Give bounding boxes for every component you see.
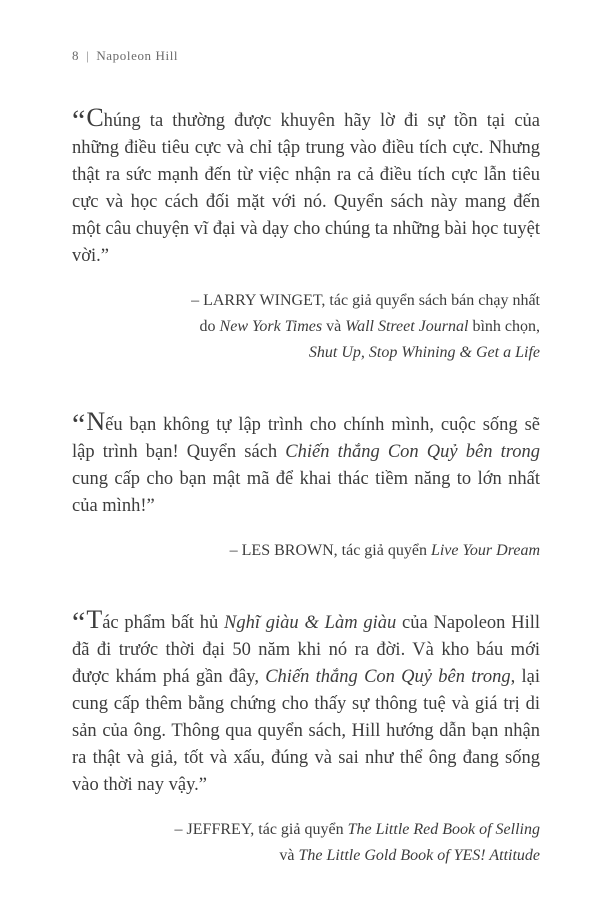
attribution-segment: và — [322, 318, 346, 335]
quote-attribution — [72, 817, 540, 869]
attribution-line — [72, 538, 540, 564]
quote-segment: , lại cung cấp thêm bằng chứng cho thấy sự thông tuệ và giá trị di sản của ông. Thông qua quyển sách, Hill hướng dẫn bạn nhận ra thật và giả, tốt và xấu, đúng và sai như thể ông đang sống vào thời nay vậy.” — [72, 667, 540, 795]
testimonial-quote-3 — [72, 605, 540, 869]
running-book-title: Napoleon Hill — [96, 48, 179, 63]
attribution-line — [72, 288, 540, 314]
attribution-segment: – LARRY WINGET, tác giả quyển sách bán chạy nhất — [191, 292, 540, 309]
testimonial-quote-2 — [72, 407, 540, 564]
attribution-line — [72, 817, 540, 843]
attribution-book-title: The Little Gold Book of YES! Attitude — [298, 847, 540, 864]
lead-letter: N — [86, 407, 106, 436]
attribution-book-title: Live Your Dream — [430, 542, 540, 559]
quote-segment: của Napoleon Hill đã đi trước thời đại 50 năm khi nó ra đời. Và kho báu mới được khám phá gần đây, — [72, 613, 540, 687]
open-quote-icon: “ — [72, 104, 86, 137]
attribution-book-title: The Little Red Book of Selling — [347, 821, 540, 838]
open-quote-icon: “ — [72, 408, 86, 441]
quote-segment: ác phẩm bất hủ — [102, 613, 225, 633]
testimonial-quote-1 — [72, 103, 540, 366]
page-number: 8 — [72, 48, 80, 63]
header-separator: | — [86, 48, 90, 63]
lead-letter: C — [86, 103, 104, 132]
attribution-segment: và — [279, 847, 299, 864]
attribution-segment: bình chọn, — [468, 318, 540, 335]
page-header — [72, 48, 540, 64]
quote-attribution — [72, 288, 540, 366]
attribution-line — [72, 843, 540, 869]
attribution-book-title: New York Times — [219, 318, 323, 335]
lead-letter: T — [86, 605, 103, 634]
open-quote-icon: “ — [72, 606, 86, 639]
quote-book-title: Chiến thắng Con Quỷ bên trong — [285, 442, 540, 462]
quote-segment: cung cấp cho bạn mật mã để khai thác tiềm năng to lớn nhất của mình!” — [72, 469, 540, 516]
attribution-segment: do — [199, 318, 220, 335]
quote-segment: húng ta thường được khuyên hãy lờ đi sự tồn tại của những điều tiêu cực và chỉ tập trung vào điều tích cực. Nhưng thật ra sức mạnh đến từ việc nhận ra cả điều tích cực lẫn tiêu cực và học cách đối mặt với nó. Quyển sách này mang đến một câu chuyện vĩ đại và dạy cho chúng ta những bài học tuyệt vời.” — [72, 111, 540, 266]
quote-attribution — [72, 538, 540, 564]
attribution-segment: – JEFFREY, tác giả quyển — [174, 821, 348, 838]
quote-text — [72, 605, 540, 799]
attribution-segment: – LES BROWN, tác giả quyển — [229, 542, 431, 559]
quote-book-title: Nghĩ giàu & Làm giàu — [224, 613, 397, 633]
quote-text — [72, 407, 540, 520]
quote-text — [72, 103, 540, 270]
quote-book-title: Chiến thắng Con Quỷ bên trong — [265, 667, 511, 687]
attribution-line — [72, 314, 540, 340]
quote-segment: ếu bạn không tự lập trình cho chính mình, cuộc sống sẽ lập trình bạn! Quyển sách — [72, 415, 540, 462]
attribution-book-title: Shut Up, Stop Whining & Get a Life — [308, 344, 540, 361]
attribution-book-title: Wall Street Journal — [345, 318, 469, 335]
attribution-line — [72, 340, 540, 366]
